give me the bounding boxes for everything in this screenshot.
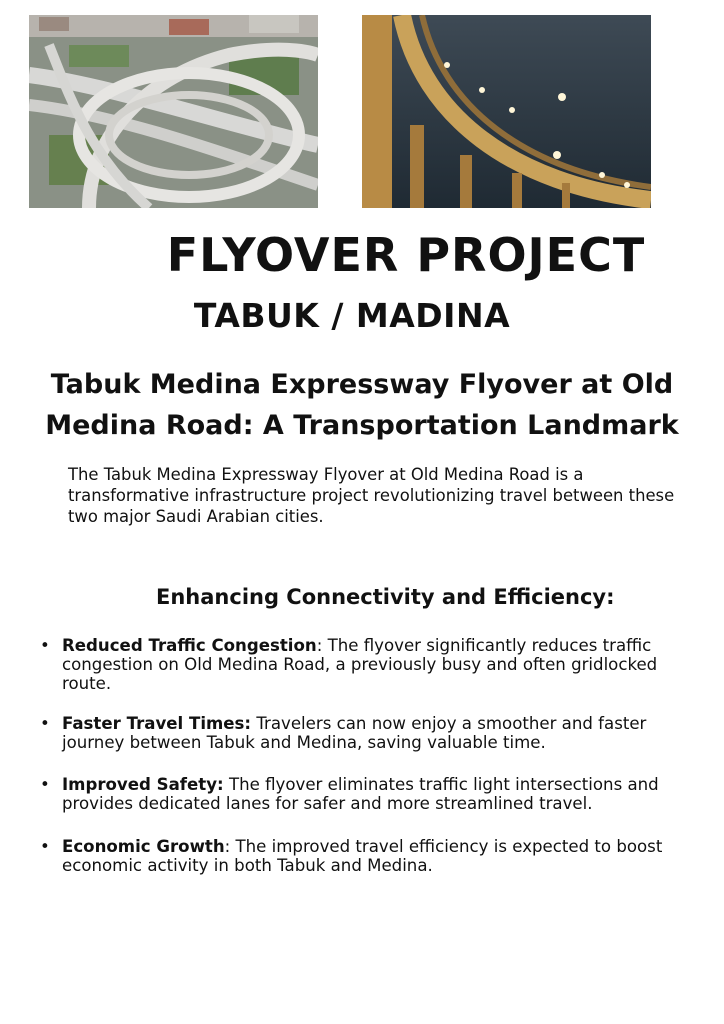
headline-line-2: Medina Road: A Transportation Landmark bbox=[45, 410, 679, 441]
list-item-label: Reduced Traffic Congestion bbox=[62, 636, 317, 655]
list-item-label: Faster Travel Times: bbox=[62, 714, 252, 733]
headline-line-1: Tabuk Medina Expressway Flyover at Old bbox=[50, 369, 674, 400]
list-item bbox=[28, 775, 698, 813]
night-flyover-photo bbox=[362, 15, 651, 208]
page-title: FLYOVER PROJECT bbox=[166, 228, 646, 282]
list-item-text: : The improved travel efficiency is expected to boost economic activity in both Tabuk and Medina. bbox=[62, 837, 663, 875]
bullet-icon: • bbox=[40, 837, 50, 856]
list-item-text: The flyover eliminates traffic light intersections and provides dedicated lanes for safer and more streamlined travel. bbox=[62, 775, 659, 813]
intro-paragraph: The Tabuk Medina Expressway Flyover at Old Medina Road is a transformative infrastructure project revolutionizing travel between these two major Saudi Arabian cities. bbox=[68, 465, 675, 526]
bullet-icon: • bbox=[40, 775, 50, 794]
headline bbox=[0, 364, 724, 446]
bullet-icon: • bbox=[40, 714, 50, 733]
list-item bbox=[28, 636, 698, 693]
list-item-text: Travelers can now enjoy a smoother and faster journey between Tabuk and Medina, saving valuable time. bbox=[62, 714, 647, 752]
page-subtitle: TABUK / MADINA bbox=[193, 296, 511, 335]
list-item-label: Economic Growth bbox=[62, 837, 225, 856]
list-item bbox=[28, 837, 698, 875]
benefits-list bbox=[28, 636, 698, 875]
list-item-text: : The flyover significantly reduces traffic congestion on Old Medina Road, a previously busy and often gridlocked route. bbox=[62, 636, 658, 693]
list-item bbox=[28, 714, 698, 752]
aerial-interchange-photo bbox=[29, 15, 318, 208]
section-heading: Enhancing Connectivity and Efficiency: bbox=[156, 585, 615, 609]
list-item-label: Improved Safety: bbox=[62, 775, 224, 794]
bullet-icon: • bbox=[40, 636, 50, 655]
